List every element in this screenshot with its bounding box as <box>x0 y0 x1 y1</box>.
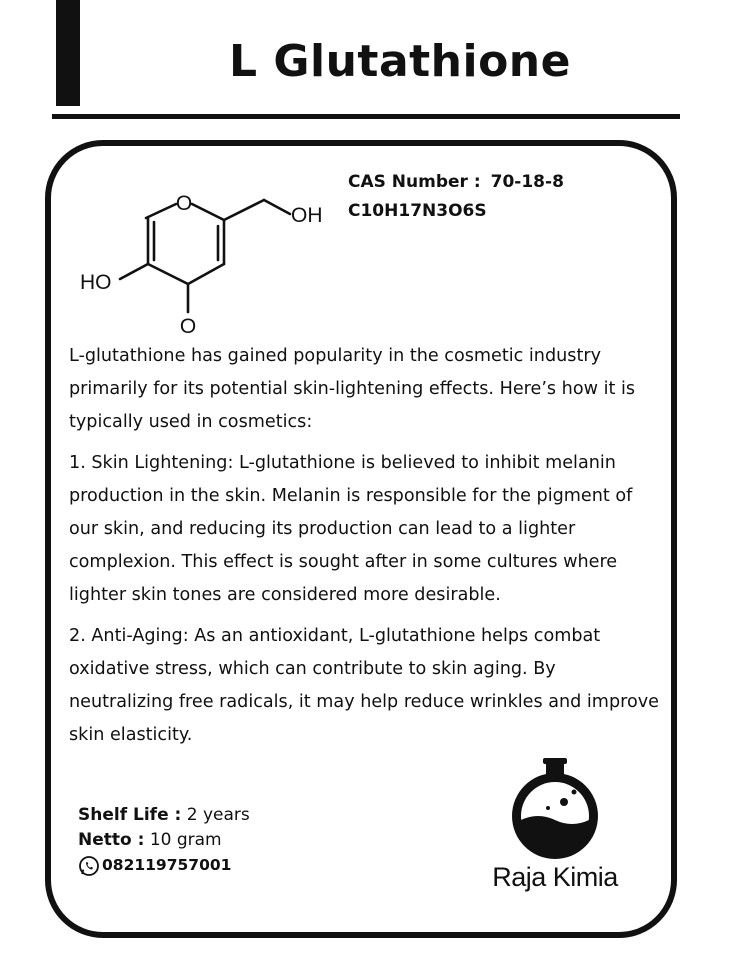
bond-line <box>146 204 176 218</box>
ring-oxygen-label: O <box>175 192 193 215</box>
title-divider <box>52 114 680 119</box>
description <box>69 340 659 760</box>
cas-label: CAS Number : <box>348 172 481 192</box>
chemical-info <box>348 168 564 226</box>
shelf-life-label: Shelf Life : <box>78 805 182 825</box>
description-intro: L-glutathione has gained popularity in the cosmetic industry primarily for its potential skin-lightening effects. Here’s how it is typically used in cosmetics: <box>69 346 636 432</box>
molecular-formula: C10H17N3O6S <box>348 201 487 221</box>
page-title: L Glutathione <box>229 36 571 87</box>
cas-number-row <box>348 168 564 197</box>
netto-label: Netto : <box>78 830 145 850</box>
description-point-anti-aging: 2. Anti-Aging: As an antioxidant, L-glutathione helps combat oxidative stress, which can contribute to skin aging. By neutralizing free radicals, it may help reduce wrinkles and improve skin elasticity. <box>69 626 659 745</box>
molecule-structure-icon <box>76 182 346 342</box>
cas-value: 70-18-8 <box>490 172 564 192</box>
flask-icon <box>486 758 624 862</box>
phone-row <box>78 853 250 878</box>
shelf-life-value: 2 years <box>186 805 250 825</box>
whatsapp-icon <box>78 855 100 877</box>
phone-number: 082119757001 <box>102 856 232 874</box>
hydroxyl-right-label: OH <box>291 204 323 227</box>
netto-row <box>78 828 250 853</box>
brand-logo <box>486 758 624 892</box>
carbonyl-oxygen-label: O <box>179 315 197 338</box>
brand-name: Raja Kimia <box>492 862 618 892</box>
product-specs <box>78 803 250 878</box>
description-point-skin-lightening: 1. Skin Lightening: L-glutathione is believed to inhibit melanin production in the skin. Melanin is responsible for the pigment of our skin, and reducing its production can lead to a lighter complexion. This effect is sought after in some cultures where lighter skin tones are considered more desirable. <box>69 453 633 605</box>
netto-value: 10 gram <box>149 830 222 850</box>
hydroxyl-left-label: HO <box>80 271 112 294</box>
accent-bar <box>56 0 80 106</box>
shelf-life-row <box>78 803 250 828</box>
